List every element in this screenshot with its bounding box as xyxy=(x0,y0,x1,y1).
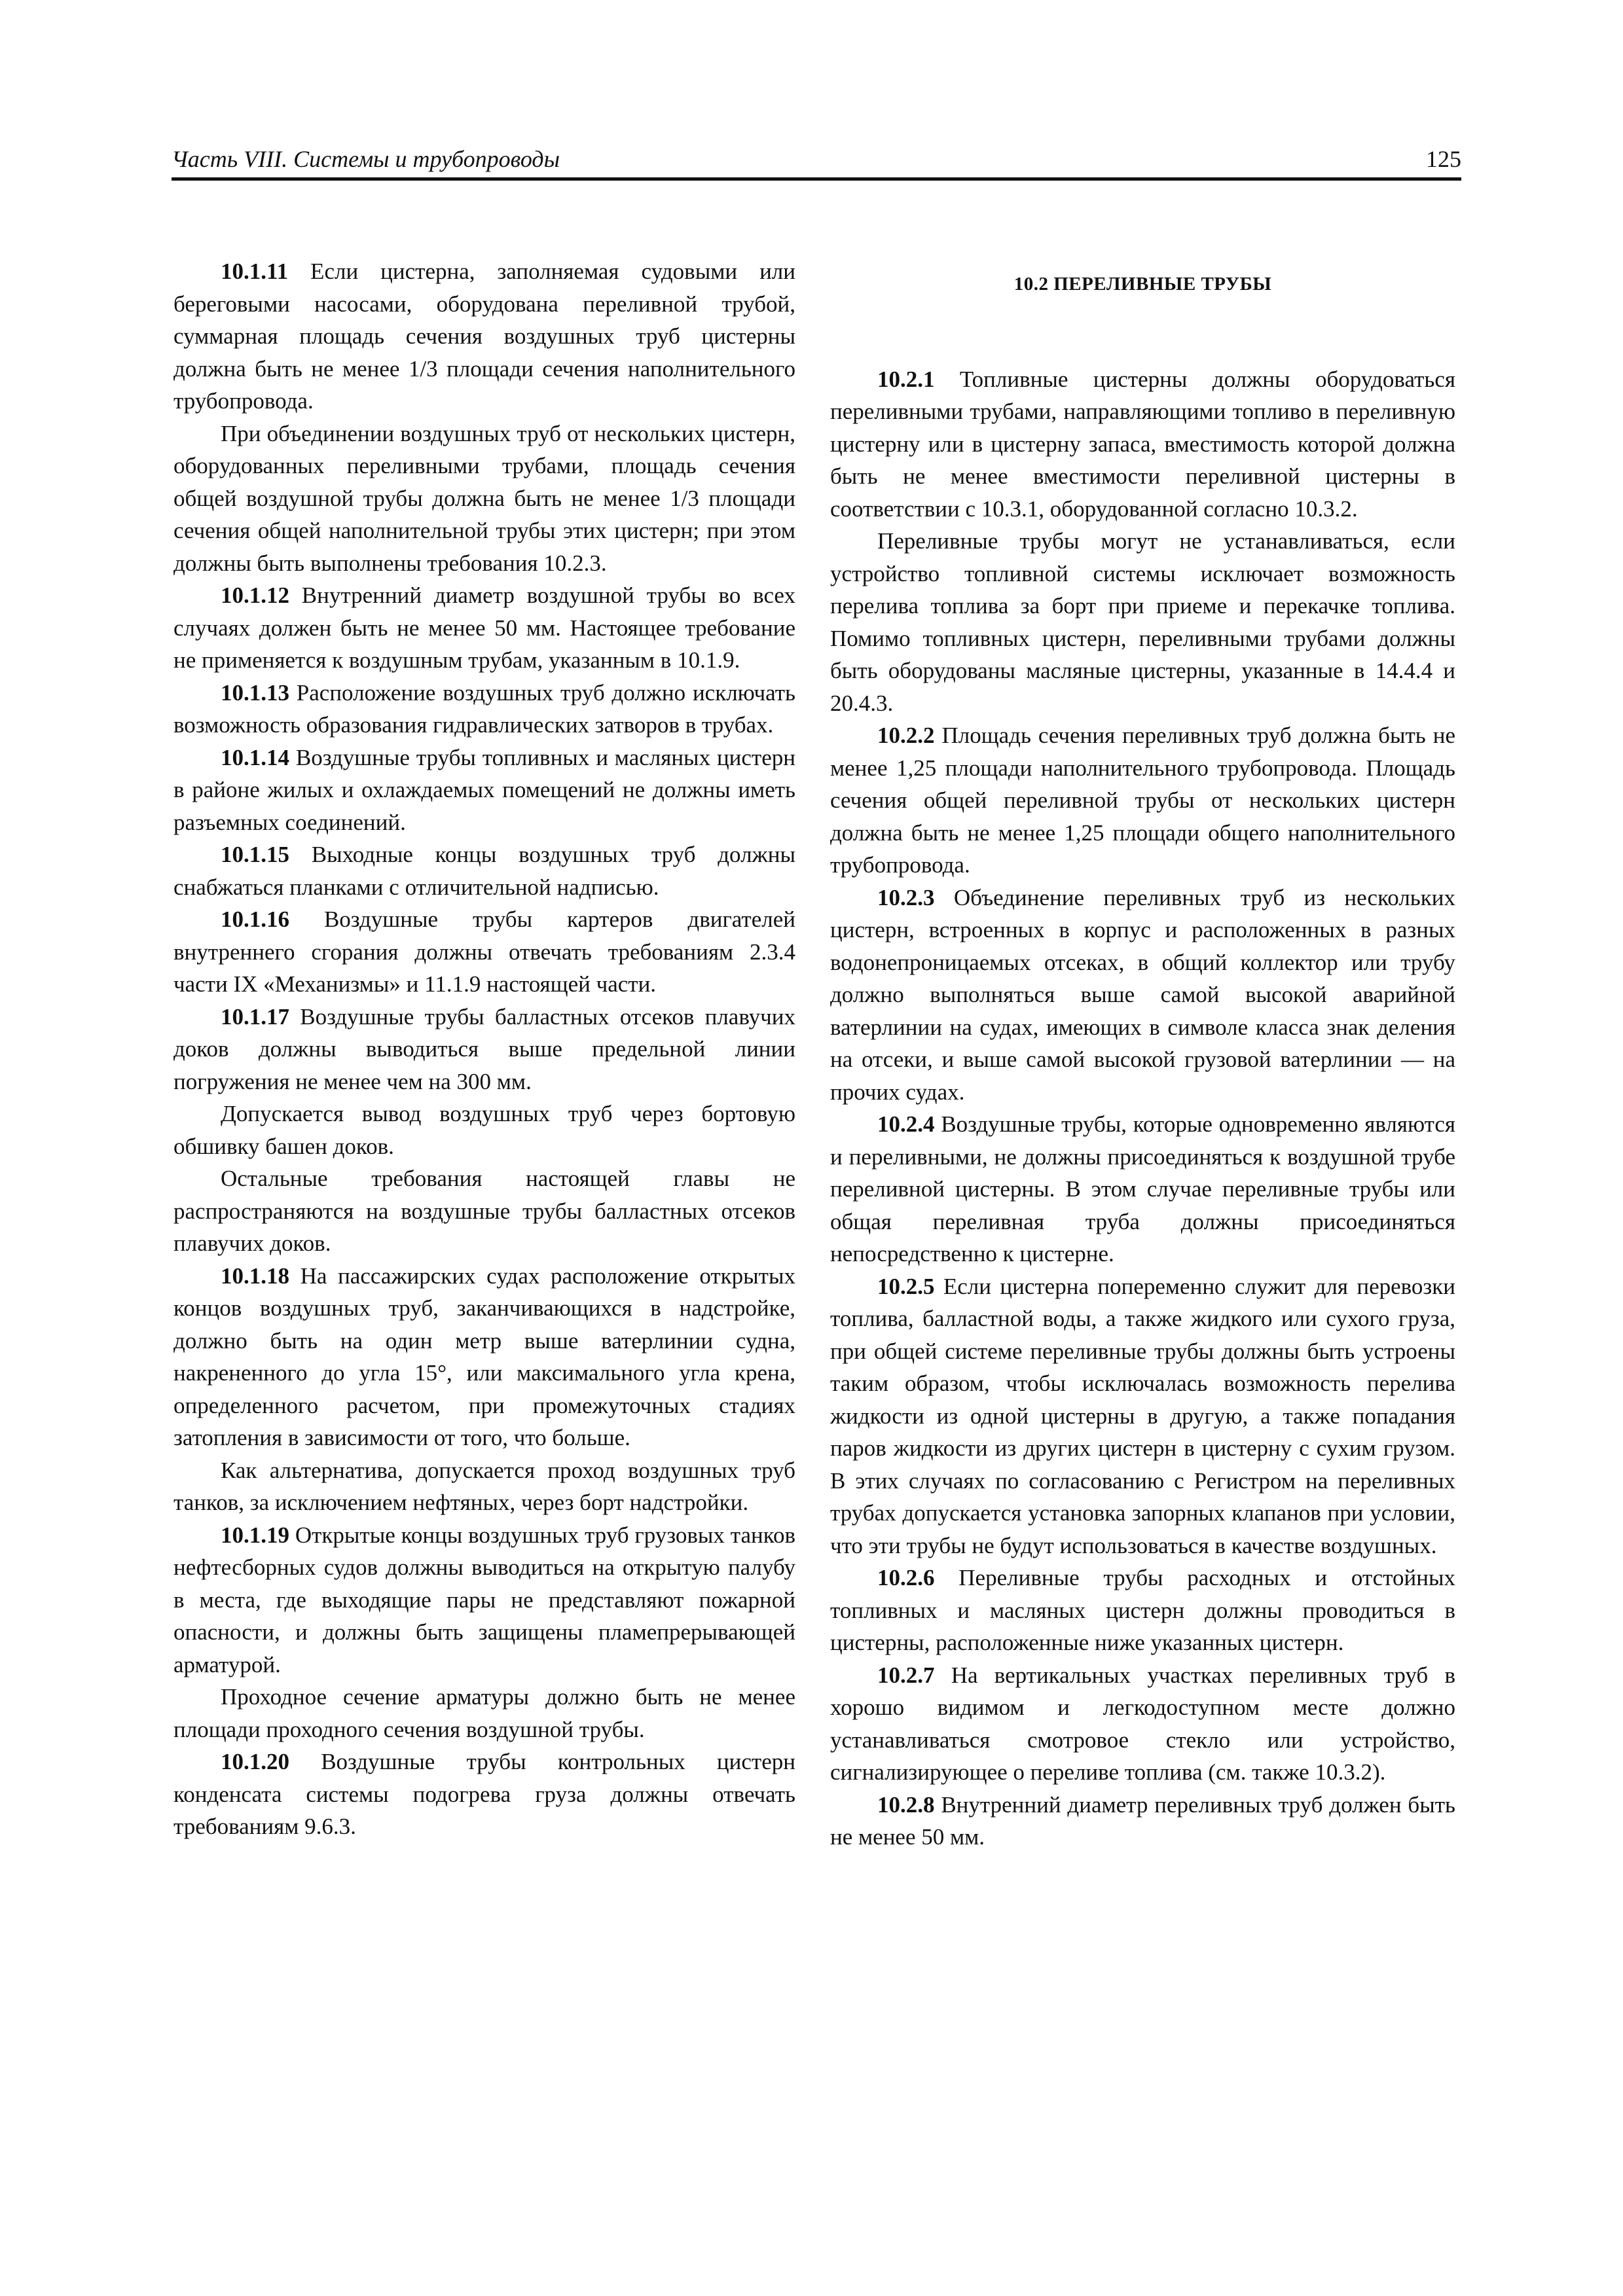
page-header xyxy=(172,145,1461,179)
paragraph-text: Внутренний диаметр переливных труб должен быть не менее 50 мм. xyxy=(830,1791,1455,1850)
clause-number: 10.2.8 xyxy=(877,1791,935,1818)
paragraph-text: Воздушные трубы топливных и масляных цистерн в районе жилых и охлаждаемых помещений не должны иметь разъемных соединений. xyxy=(173,744,795,835)
clause-number: 10.2.1 xyxy=(877,366,935,392)
clause-number: 10.1.13 xyxy=(221,679,289,706)
paragraph xyxy=(173,418,795,580)
paragraph-text: Объединение переливных труб из нескольких цистерн, встроенных в корпус и расположенных в разных водонепроницаемых отсеках, в общий коллектор или трубу должно выполняться выше самой высокой аварийной ватерлинии на судах, имеющих в символе класса знак деления на отсеки, и выше самой высокой грузовой ватерлинии — на прочих судах. xyxy=(830,884,1455,1105)
paragraph xyxy=(830,1789,1455,1854)
paragraph-text: Остальные требования настоящей главы не распространяются на воздушные трубы балластных отсеков плавучих доков. xyxy=(173,1166,795,1256)
paragraph xyxy=(830,1562,1455,1659)
clause-number: 10.1.20 xyxy=(221,1749,289,1774)
paragraph-text: Воздушные трубы балластных отсеков плавучих доков должны выводиться выше предельной линии погружения не менее чем на 300 мм. xyxy=(173,1003,795,1094)
clause-number: 10.2.5 xyxy=(877,1273,935,1299)
paragraph-text: Переливные трубы расходных и отстойных топливных и масляных цистерн должны проводиться в цистерны, расположенные ниже указанных цистерн. xyxy=(830,1565,1455,1655)
paragraph-text: Воздушные трубы контрольных цистерн конденсата системы подогрева груза должны отвечать требованиям 9.6.3. xyxy=(173,1749,795,1839)
paragraph-text: Проходное сечение арматуры должно быть не менее площади проходного сечения воздушной трубы. xyxy=(173,1684,795,1742)
paragraph xyxy=(173,579,795,677)
paragraph xyxy=(173,1519,795,1681)
section-heading: 10.2 ПЕРЕЛИВНЫЕ ТРУБЫ xyxy=(1013,274,1272,295)
paragraph-text: На пассажирских судах расположение открытых концов воздушных труб, заканчивающихся в надстройке, должно быть на один метр выше ватерлинии судна, накрененного до угла 15°, или максимального угла крена, определенного расчетом, при промежуточных стадиях затопления в зависимости от того, что больше. xyxy=(173,1263,795,1450)
paragraph xyxy=(173,1746,795,1843)
right-column xyxy=(830,255,1455,1854)
paragraph-text: Выходные концы воздушных труб должны снабжаться планками с отличительной надписью. xyxy=(173,842,795,900)
paragraph xyxy=(173,255,795,418)
paragraph xyxy=(173,1001,795,1098)
paragraph xyxy=(173,1098,795,1162)
paragraph-text: При объединении воздушных труб от нескольких цистерн, оборудованных переливными трубами, площадь сечения общей воздушной трубы должна быть не менее 1/3 площади сечения общей наполнительной трубы этих цистерн; при этом должны быть выполнены требования 10.2.3. xyxy=(173,420,795,576)
paragraph xyxy=(173,1260,795,1454)
paragraph-text: Внутренний диаметр воздушной трубы во всех случаях должен быть не менее 50 мм. Настоящее требование не применяется к воздушным трубам, указанным в 10.1.9. xyxy=(173,583,795,673)
paragraph xyxy=(173,677,795,742)
paragraph xyxy=(173,1162,795,1260)
clause-number: 10.2.4 xyxy=(877,1111,935,1137)
paragraph xyxy=(830,1108,1455,1270)
clause-number: 10.1.19 xyxy=(221,1522,289,1548)
paragraph-text: Если цистерна, заполняемая судовыми или береговыми насосами, оборудована переливной трубой, суммарная площадь сечения воздушных труб цистерны должна быть не менее 1/3 площади сечения наполнительного трубопровода. xyxy=(173,259,795,414)
paragraph xyxy=(830,882,1455,1109)
clause-number: 10.2.3 xyxy=(877,884,935,910)
clause-number: 10.1.14 xyxy=(221,744,289,770)
clause-number: 10.1.15 xyxy=(221,842,289,867)
clause-number: 10.1.18 xyxy=(221,1263,289,1289)
paragraph xyxy=(830,719,1455,882)
clause-number: 10.1.11 xyxy=(221,259,289,284)
paragraph-text: Топливные цистерны должны оборудоваться переливными трубами, направляющими топливо в переливную цистерну или в цистерну запаса, вместимость которой должна быть не менее вместимости переливной цистерны в соответствии с 10.3.1, оборудованной согласно 10.3.2. xyxy=(830,366,1455,522)
paragraph-text: Переливные трубы могут не устанавливаться, если устройство топливной системы исключает возможность перелива топлива за борт при приеме и перекачке топлива. Помимо топливных цистерн, переливными трубами должны быть оборудованы масляные цистерны, указанные в 14.4.4 и 20.4.3. xyxy=(830,528,1455,716)
paragraph-text: Воздушные трубы, которые одновременно являются и переливными, не должны присоединяться к воздушной трубе переливной цистерны. В этом случае переливные трубы или общая переливная труба должны присоединяться непосредственно к цистерне. xyxy=(830,1111,1455,1266)
paragraph xyxy=(830,1270,1455,1562)
clause-number: 10.1.16 xyxy=(221,906,289,932)
header-divider xyxy=(172,177,1461,181)
paragraph-text: Воздушные трубы картеров двигателей внутреннего сгорания должны отвечать требованиям 2.3.4 части IX «Механизмы» и 11.1.9 настоящей части. xyxy=(173,906,795,997)
paragraph-text: Расположение воздушных труб должно исключать возможность образования гидравлических затворов в трубах. xyxy=(173,679,795,738)
paragraph-text: Как альтернатива, допускается проход воздушных труб танков, за исключением нефтяных, через борт надстройки. xyxy=(173,1457,795,1515)
paragraph xyxy=(173,742,795,839)
paragraph-text: Допускается вывод воздушных труб через бортовую обшивку башен доков. xyxy=(173,1101,795,1159)
paragraph-text: На вертикальных участках переливных труб в хорошо видимом и легкодоступном месте должно устанавливаться смотровое стекло или устройство, сигнализирующее о переливе топлива (см. также 10.3.2). xyxy=(830,1662,1455,1785)
paragraph xyxy=(173,903,795,1001)
left-column xyxy=(173,255,795,1843)
paragraph-text: Если цистерна попеременно служит для перевозки топлива, балластной воды, а также жидкого или сухого груза, при общей системе переливные трубы должны быть устроены таким образом, чтобы исключалась возможность перелива жидкости из одной цистерны в другую, а также попадания паров жидкости из других цистерн в цистерну с сухим грузом. В этих случаях по согласованию с Регистром на переливных трубах допускается установка запорных клапанов при условии, что эти трубы не будут использоваться в качестве воздушных. xyxy=(830,1273,1455,1558)
paragraph xyxy=(173,1454,795,1519)
paragraph-text: Открытые концы воздушных труб грузовых танков нефтесборных судов должны выводиться на открытую палубу в места, где выходящие пары не представляют пожарной опасности, и должны быть защищены пламепрерывающей арматурой. xyxy=(173,1522,795,1677)
paragraph xyxy=(173,1681,795,1746)
paragraph xyxy=(830,363,1455,526)
paragraph xyxy=(830,1659,1455,1789)
clause-number: 10.1.12 xyxy=(221,583,289,608)
page-number: 125 xyxy=(1426,146,1461,172)
paragraph xyxy=(830,525,1455,719)
paragraph-text: Площадь сечения переливных труб должна быть не менее 1,25 площади наполнительного трубопровода. Площадь сечения общей переливной трубы от нескольких цистерн должна быть не менее 1,25 площади общего наполнительного трубопровода. xyxy=(830,723,1455,878)
running-title: Часть VIII. Системы и трубопроводы xyxy=(172,146,560,172)
paragraph xyxy=(173,838,795,903)
clause-number: 10.2.7 xyxy=(877,1662,935,1688)
clause-number: 10.2.6 xyxy=(877,1565,935,1590)
clause-number: 10.1.17 xyxy=(221,1003,289,1030)
clause-number: 10.2.2 xyxy=(877,723,935,748)
